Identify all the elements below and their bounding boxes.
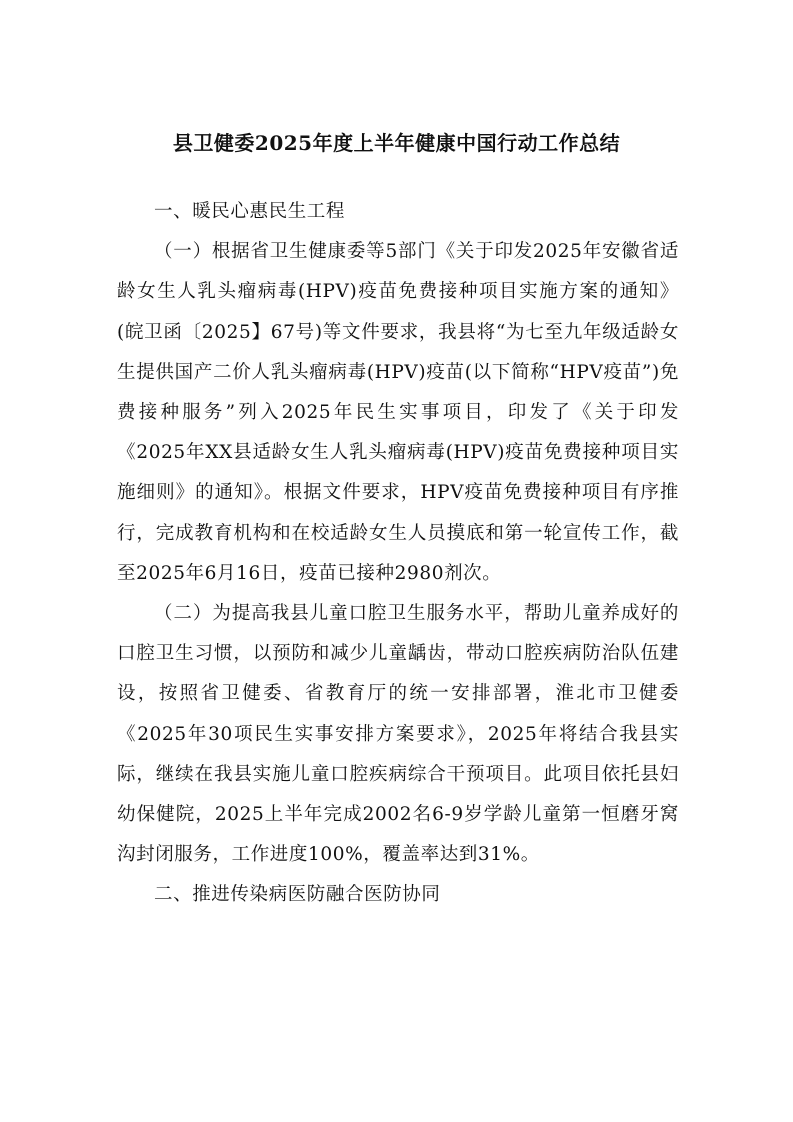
paragraph-oral-health: （二）为提高我县儿童口腔卫生服务水平，帮助儿童养成好的口腔卫生习惯，以预防和减少儿童龋齿，带动口腔疾病防治队伍建设，按照省卫健委、省教育厅的统一安排部署，淮北市卫健委《2025年30项民生实事安排方案要求》，2025年将结合我县实际，继续在我县实施儿童口腔疾病综合干预项目。此项目依托县妇幼保健院，2025上半年完成2002名6-9岁学龄儿童第一恒磨牙窝沟封闭服务，工作进度100%，覆盖率达到31%。 [117, 603, 679, 866]
document-body [117, 192, 679, 916]
section-heading-1: 一、暖民心惠民生工程 [154, 201, 346, 222]
paragraph-hpv-vaccine: （一）根据省卫生健康委等5部门《关于印发2025年安徽省适龄女生人乳头瘤病毒(HPV)疫苗免费接种项目实施方案的通知》(皖卫函〔2025】67号)等文件要求，我县将“为七至九年级适龄女生提供国产二价人乳头瘤病毒(HPV)疫苗(以下简称“HPV疫苗”)免费接种服务”列入2025年民生实事项目，印发了《关于印发《2025年XX县适龄女生人乳头瘤病毒(HPV)疫苗免费接种项目实施细则》的通知》。根据文件要求，HPV疫苗免费接种项目有序推行，完成教育机构和在校适龄女生人员摸底和第一轮宣传工作，截至2025年6月16日，疫苗已接种2980剂次。 [117, 241, 679, 584]
document-title: 县卫健委2025年度上半年健康中国行动工作总结 [172, 131, 621, 155]
section-heading-2: 二、推进传染病医防融合医防协同 [154, 884, 441, 906]
